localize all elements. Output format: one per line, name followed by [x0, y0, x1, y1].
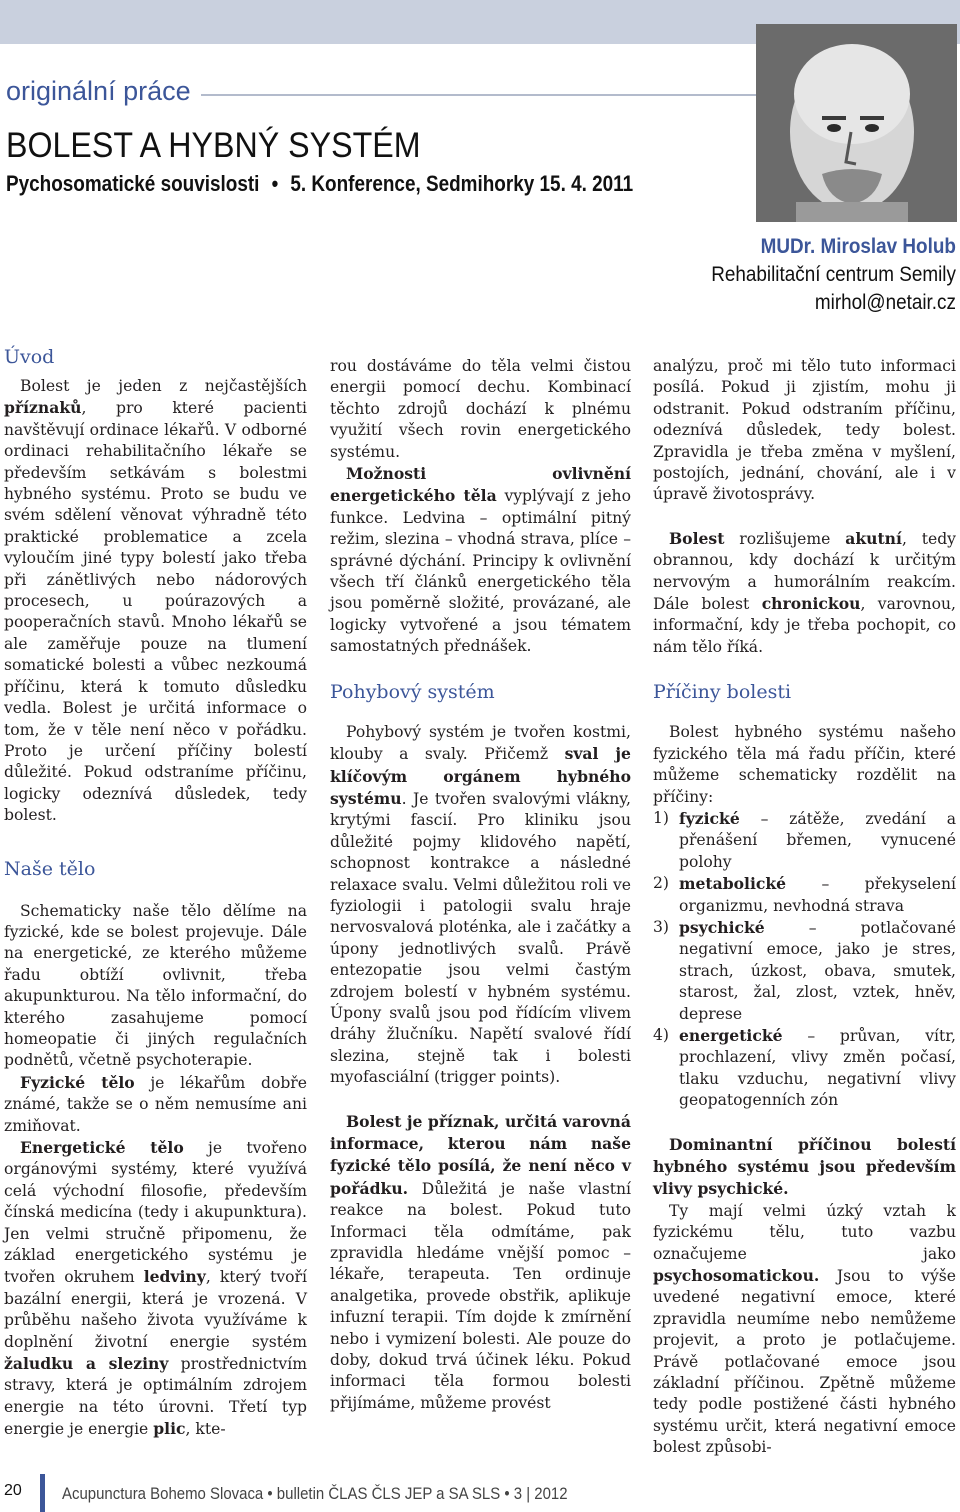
author-block: [684, 233, 956, 317]
heading-uvod: Úvod: [4, 346, 55, 368]
paragraph: Pohybový systém je tvořen kostmi, klouby a svaly. Přičemž sval je klíčovým orgánem hybného systému. Je tvořen svalovými vlákny, krytými fascií. Pro kliniku jsou důležité pojmy klidového napětí, schopnost kontrakce a následné relaxace svalu. Velmi důležitou roli ve fyziologii i patologii svalu hraje nervosvalová ploténka, ale i začátky a úpony jednotlivých svalů. Právě entezopatie jsou velmi častým zdrojem bolestí v hybném systému. Úpony svalů jsou pod řídícím vlivem dráhy žlučníku. Napětí svalové řídí slezina, stejně tak i bolesti myofasciální (trigger points).: [330, 722, 631, 1087]
list-item: 4) energetické – průvan, vítr, prochlazení, vlivy změn počasí, tlaku vzduchu, negativní vlivy geopatogenních zón: [653, 1025, 956, 1110]
article-subtitle: [6, 171, 633, 197]
footer-journal: Acupunctura Bohemo Slovaca • bulletin ČLAS ČLS JEP a SA SLS • 3 | 2012: [62, 1484, 568, 1503]
paragraph: analýzu, proč mi tělo tuto informaci posílá. Pokud ji zjistím, mohu ji odstranit. Pokud odstraním příčinu, odeznívá důsledek, tedy bolest. Zpravidla je třeba změna v myšlení, postojích, jednání, chování, ale i v úpravě životosprávy.: [653, 357, 956, 504]
paragraph: Bolest je příznak, určitá varovná informace, kterou nám naše fyzické tělo posílá, že není něco v pořádku. Důležitá je naše vlastní reakce na bolest. Pokud tuto Informaci těla odmítáme, pak zpravidla hledáme vnější pomoc – lékaře, terapeuta. Ten ordinuje analgetika, provede obstřik, aplikuje infuzní terapii. Tím dojde k zmírnění nebo i vymizení bolesti. Ale pouze do doby, dokud trvá účinek léku. Pokud informaci těla formou bolesti přijímáme, můžeme provést: [330, 1111, 631, 1412]
section-label-text: originální práce: [6, 76, 191, 106]
paragraph: Dominantní příčinou bolestí hybného systému jsou především vlivy psychické.: [653, 1134, 956, 1199]
subtitle-bullet: •: [271, 171, 279, 196]
paragraph: Bolest je jeden z nejčastějších příznaků, pro které pacienti navštěvují ordinace lékařů. V odborné ordinaci rehabilitačního lékaře se především setkávám s bolestmi hybného systému. Proto se budu ve svém sdělení věnovat výhradně této praktické problematice a zcela vyloučím jiné typy bolestí jako třeba při zánětlivých nebo nádorových procesech, u poúrazových a pooperačních stavů. Mnoho lékařů se ale zaměřuje pouze na tlumení somatické bolesti a vůbec nezkoumá příčinu, která k tomuto důsledku vedla. Bolest je určitá informace o tom, že v těle není něco v pořádku. Proto je určení příčiny bolestí důležité. Pokud odstraníme příčinu, logicky odeznívá důsledek, tedy bolest.: [4, 377, 307, 825]
author-institution: Rehabilitační centrum Semily: [711, 263, 956, 286]
author-email[interactable]: mirhol@netair.cz: [814, 291, 956, 314]
column-3: [653, 356, 956, 1459]
heading-priciny-bolesti: Příčiny bolesti: [653, 681, 792, 704]
author-name: MUDr. Miroslav Holub: [760, 235, 956, 258]
list-item: 1) fyzické – zátěže, zvedání a přenášení břemen, vynucené polohy: [653, 808, 956, 871]
heading-nase-telo: Naše tělo: [4, 857, 96, 880]
article-title: BOLEST A HYBNÝ SYSTÉM: [6, 126, 421, 165]
page-footer: [0, 1474, 960, 1512]
footer-accent-bar: [40, 1474, 45, 1512]
paragraph: Fyzické tělo je lékařům dobře známé, takže se o něm nemusíme ani zmiňovat.: [4, 1072, 307, 1135]
page-number: 20: [4, 1482, 22, 1499]
heading-pohybovy-system: Pohybový systém: [330, 680, 495, 703]
paragraph: Energetické tělo je tvořeno orgánovými systémy, které využívá celá východní filosofie, především čínská medicína (tedy i akupunktura). Jen velmi stručně připomenu, že základ energetického systému je tvořen okruhem ledviny, který tvoří bazální energii, která je vrozená. V průběhu našeho života využíváme k doplnění životní energie systém žaludku a sleziny prostřednictvím stravy, která je optimálním zdrojem energie na této úrovni. Třetí typ energie je energie plic, kte-: [4, 1138, 307, 1439]
subtitle-left: Pychosomatické souvislosti: [6, 171, 260, 196]
paragraph: Schematicky naše tělo dělíme na fyzické, kde se bolest projevuje. Dále na energetické, ze kterého můžeme řadu obtíží ovlivnit, třeba akupunkturou. Na tělo informační, do kterého zasahujeme pomocí homeopatie či jiných regulačních podnětů, včetně psychoterapie.: [4, 901, 307, 1070]
paragraph: Možnosti ovlivnění energetického těla vyplývají z jeho funkce. Ledvina – optimální pitný režim, slezina – vhodná strava, plíce – správné dýchání. Principy k ovlivnění všech tří článků energetického těla jsou poměrně složité, provázané, ale logicky vytvořené a jsou tématem samostatných přednášek.: [330, 464, 631, 656]
author-photo: [756, 24, 957, 222]
causes-list: [653, 808, 956, 1112]
paragraph: rou dostáváme do těla velmi čistou energii pomocí dechu. Kombinací těchto zdrojů dochází k plnému využití všech rovin energetického systému.: [330, 357, 631, 461]
column-1: [4, 345, 307, 1441]
subtitle-right: 5. Konference, Sedmihorky 15. 4. 2011: [290, 171, 634, 196]
column-2: [330, 356, 631, 1414]
list-item: 3) psychické – potlačované negativní emoce, jako je stres, strach, úzkost, obava, smutek, starost, žal, zlost, vztek, hněv, deprese: [653, 917, 956, 1023]
list-item: 2) metabolické – překyselení organizmu, nevhodná strava: [653, 874, 956, 915]
paragraph: Bolest rozlišujeme akutní, tedy obrannou, kdy dochází k určitým nervovým a humorálním reakcím. Dále bolest chronickou, varovnou, informační, kdy je třeba pochopit, co nám tělo říká.: [653, 528, 956, 656]
paragraph: Ty mají velmi úzký vztah k fyzickému tělu, tuto vazbu označujeme jako psychosomatickou. Jsou to výše uvedené negativní emoce, které zpravidla neumíme nebo nemůžeme projevit, a proto je potlačujeme. Právě potlačované emoce jsou základní příčinou. Zpětně můžeme tedy podle postižené části hybného systému určit, která negativní emoce bolest způsobi-: [653, 1201, 956, 1457]
paragraph: Bolest hybného systému našeho fyzického těla má řadu příčin, které můžeme schematicky rozdělit na příčiny:: [653, 723, 956, 806]
